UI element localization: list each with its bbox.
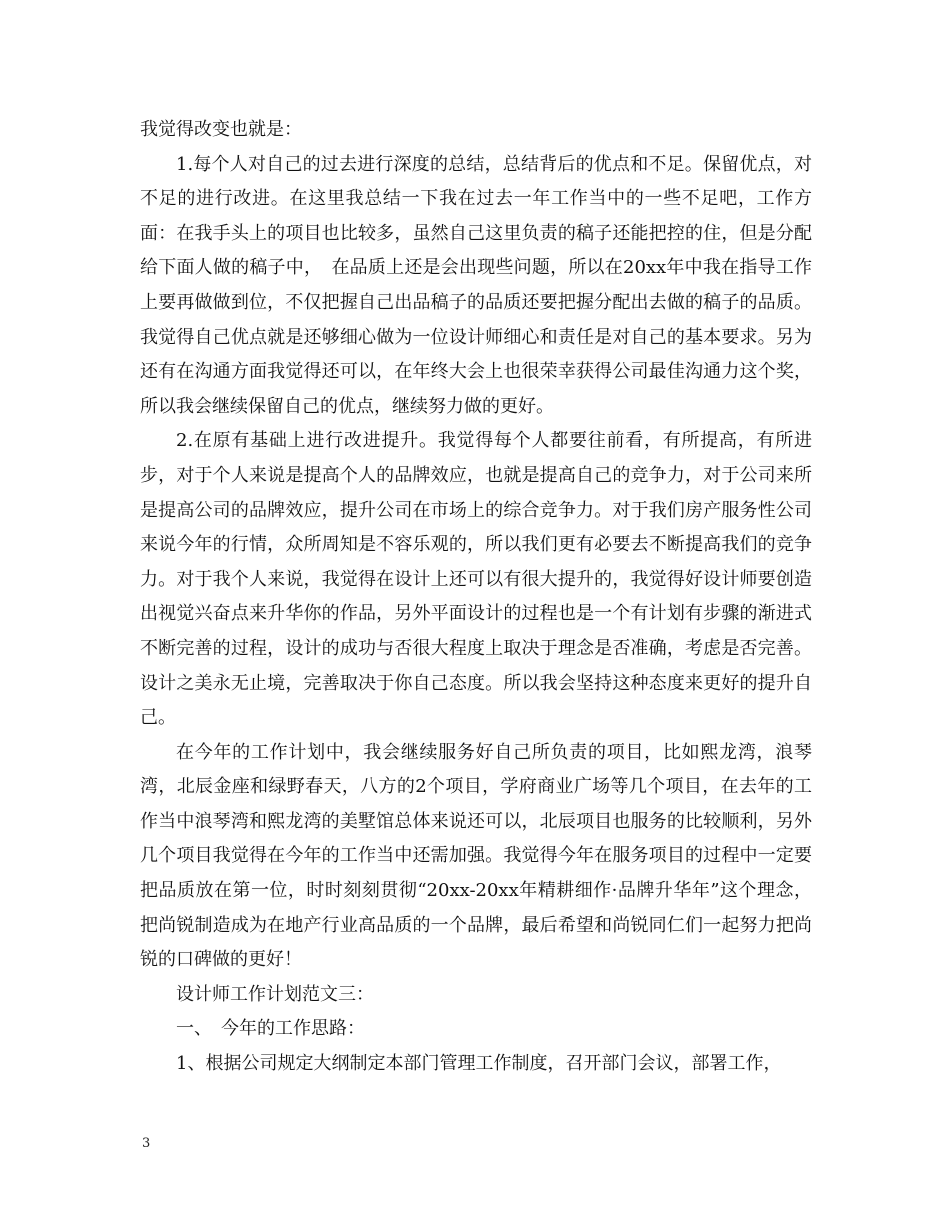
paragraph-work-plan: 在今年的工作计划中，我会继续服务好自己所负责的项目，比如熙龙湾，浪琴湾，北辰金座和绿野春天，八方的2个项目，学府商业广场等几个项目，在去年的工作当中浪琴湾和熙龙湾的美墅馆总体来说还可以，北辰项目也服务的比较顺利，另外几个项目我觉得在今年的工作当中还需加强。我觉得今年在服务项目的过程中一定要把品质放在第一位，时时刻刻贯彻“20xx-20xx年精耕细作·品牌升华年”这个理念，把尚锐制造成为在地产行业高品质的一个品牌，最后希望和尚锐同仁们一起努力把尚锐的口碑做的更好！ [140,741,812,971]
paragraph-point-1: 1.每个人对自己的过去进行深度的总结，总结背后的优点和不足。保留优点，对不足的进行改进。在这里我总结一下我在过去一年工作当中的一些不足吧，工作方面：在我手头上的项目也比较多，虽然自己这里负责的稿子还能把控的住，但是分配给下面人做的稿子中， 在品质上还是会出现些问题，所以在20xx年中我在指导工作上要再做做到位，不仅把握自己出品稿子的品质还要把握分配出去做的稿子的品质。我觉得自己优点就是还够细心做为一位设计师细心和责任是对自己的基本要求。另为还有在沟通方面我觉得还可以，在年终大会上也很荣幸获得公司最佳沟通力这个奖，所以我会继续保留自己的优点，继续努力做的更好。 [140,153,812,417]
document-body [140,113,812,1082]
paragraph-item-1: 1、根据公司规定大纲制定本部门管理工作制度，召开部门会议，部署工作， [176,1053,782,1075]
page-number: 3 [142,1136,151,1151]
section-heading-sample-three: 设计师工作计划范文三： [176,983,374,1005]
subheading-work-ideas: 一、 今年的工作思路： [176,1018,365,1040]
paragraph-point-2: 2.在原有基础上进行改进提升。我觉得每个人都要往前看，有所提高，有所进步，对于个人来说是提高个人的品牌效应，也就是提高自己的竞争力，对于公司来所是提高公司的品牌效应，提升公司在市场上的综合竞争力。对于我们房产服务性公司来说今年的行情，众所周知是不容乐观的，所以我们更有必要去不断提高我们的竞争力。对于我个人来说，我觉得在设计上还可以有很大提升的，我觉得好设计师要创造出视觉兴奋点来升华你的作品，另外平面设计的过程也是一个有计划有步骤的渐进式不断完善的过程，设计的成功与否很大程度上取决于理念是否准确，考虑是否完善。设计之美永无止境，完善取决于你自己态度。所以我会坚持这种态度来更好的提升自己。 [140,430,812,729]
paragraph-intro: 我觉得改变也就是： [140,119,302,140]
